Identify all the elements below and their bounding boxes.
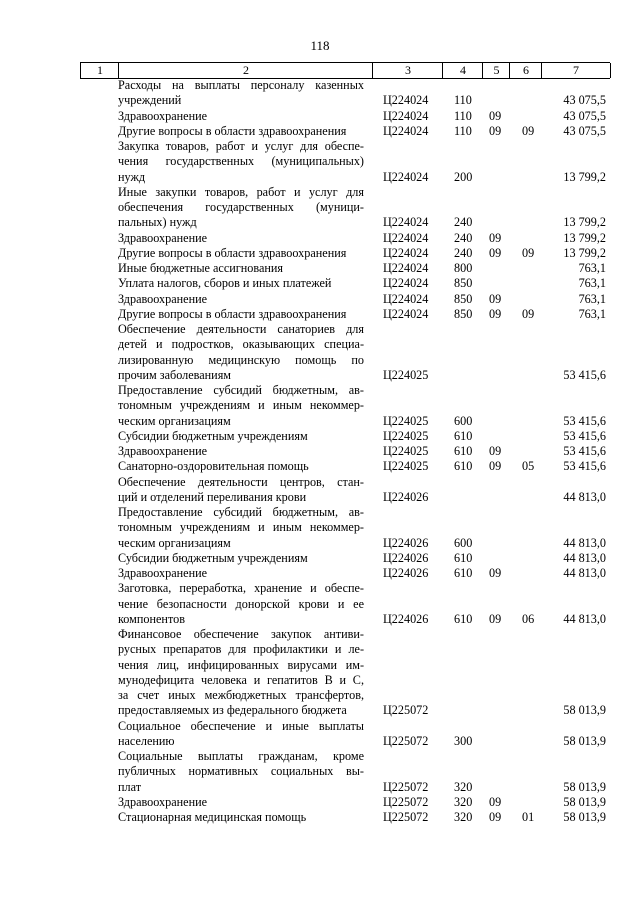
target-code: Ц225072 — [383, 779, 429, 794]
subsection-code: 05 — [522, 459, 535, 474]
table-row — [80, 78, 610, 109]
amount: 53 415,6 — [563, 444, 606, 458]
description-line: Здравоохранение — [118, 108, 208, 123]
target-code: Ц224026 — [383, 566, 429, 580]
amount: 763,1 — [578, 291, 606, 306]
description-line: ческим организациям — [118, 413, 231, 428]
row-description — [118, 261, 364, 276]
description-line: плат — [118, 779, 142, 794]
row-description — [118, 246, 364, 261]
amount: 58 013,9 — [563, 794, 606, 809]
description-line: чение безопасности донорской крови и ее — [118, 596, 364, 611]
description-line: прочим заболеваниям — [118, 367, 232, 382]
target-code: Ц224024 — [383, 261, 429, 275]
row-description — [118, 292, 364, 307]
target-code: Ц224024 — [383, 93, 429, 108]
table-row — [80, 261, 610, 276]
row-description — [118, 185, 364, 231]
row-description — [118, 475, 364, 506]
subsection-code: 09 — [522, 306, 535, 321]
amount: 13 799,2 — [563, 245, 606, 260]
description-line: чения государственных (муниципальных) — [118, 154, 364, 169]
description-line: публичных нормативных социальных вы- — [118, 764, 364, 779]
table-row — [80, 459, 610, 474]
expense-type: 610 — [454, 566, 473, 580]
description-line: населению — [118, 733, 175, 748]
header-col-1: 1 — [80, 63, 119, 78]
expense-type: 610 — [454, 550, 473, 565]
amount: 58 013,9 — [563, 733, 606, 748]
section-code: 09 — [489, 444, 502, 458]
description-line: Стационарная медицинская помощь — [118, 810, 307, 824]
description-line: предоставляемых из федерального бюджета — [118, 703, 347, 718]
amount: 13 799,2 — [563, 169, 606, 184]
section-code: 09 — [489, 123, 502, 138]
section-code: 09 — [489, 566, 502, 580]
table-row — [80, 231, 610, 246]
target-code: Ц224026 — [383, 550, 429, 565]
amount: 43 075,5 — [563, 93, 606, 108]
expense-type: 850 — [454, 306, 473, 321]
target-code: Ц224024 — [383, 215, 429, 230]
target-code: Ц225072 — [383, 703, 429, 718]
amount: 763,1 — [578, 306, 606, 321]
section-code: 09 — [489, 306, 502, 321]
subsection-code: 09 — [522, 245, 535, 260]
description-line: ций и отделений переливания крови — [118, 489, 307, 504]
expense-type: 800 — [454, 261, 473, 275]
row-description — [118, 78, 364, 109]
expense-type: 240 — [454, 215, 473, 230]
description-line: Здравоохранение — [118, 444, 208, 458]
target-code: Ц224026 — [383, 535, 429, 550]
row-description — [118, 719, 364, 750]
section-code: 09 — [489, 794, 502, 809]
row-description — [118, 322, 364, 383]
description-line: Субсидии бюджетным учреждениям — [118, 428, 308, 443]
description-line: мунодефицита человека и гепатитов В и С, — [118, 672, 364, 687]
row-description — [118, 581, 364, 627]
expense-type: 110 — [454, 123, 472, 138]
description-line: Здравоохранение — [118, 291, 208, 306]
description-line: Обеспечение деятельности санаториев для — [118, 322, 364, 336]
target-code: Ц224024 — [383, 230, 429, 245]
table-row — [80, 551, 610, 566]
description-line: Другие вопросы в области здравоохранения — [118, 245, 347, 260]
description-line: нужд — [118, 169, 146, 184]
row-description — [118, 749, 364, 795]
description-line: Здравоохранение — [118, 794, 208, 809]
amount: 763,1 — [578, 276, 606, 291]
header-col-7: 7 — [541, 63, 611, 78]
description-line: русных препаратов для профилактики и ле- — [118, 642, 364, 657]
description-line: Обеспечение деятельности центров, стан- — [118, 474, 364, 489]
row-description — [118, 627, 364, 719]
table-row — [80, 139, 610, 185]
table-row — [80, 719, 610, 750]
table-row — [80, 322, 610, 383]
description-line: Финансовое обеспечение закупок антиви- — [118, 627, 364, 641]
description-line: Предоставление субсидий бюджетным, ав- — [118, 505, 364, 519]
expense-type: 240 — [454, 230, 473, 245]
table-row — [80, 383, 610, 429]
description-line: чения лиц, инфицированных вирусами им- — [118, 657, 364, 672]
description-line: тономным учреждениям и иным некоммер- — [118, 520, 364, 535]
description-line: компонентов — [118, 611, 185, 626]
target-code: Ц224024 — [383, 123, 429, 138]
row-description — [118, 459, 364, 474]
row-description — [118, 276, 364, 291]
expense-type: 240 — [454, 245, 473, 260]
target-code: Ц224024 — [383, 276, 429, 291]
target-code: Ц225072 — [383, 794, 429, 809]
target-code: Ц224024 — [383, 169, 429, 184]
amount: 44 813,0 — [563, 489, 606, 504]
expense-type: 320 — [454, 779, 473, 794]
expense-type: 110 — [454, 93, 472, 108]
target-code: Ц224025 — [383, 444, 429, 458]
amount: 44 813,0 — [563, 611, 606, 626]
target-code: Ц224025 — [383, 428, 429, 443]
header-col-3: 3 — [372, 63, 443, 78]
section-code: 09 — [489, 611, 502, 626]
expense-type: 610 — [454, 611, 473, 626]
table-row — [80, 276, 610, 291]
description-line: Здравоохранение — [118, 566, 208, 580]
table-row — [80, 185, 610, 231]
description-line: Заготовка, переработка, хранение и обеспе- — [118, 581, 364, 596]
description-line: Другие вопросы в области здравоохранения — [118, 306, 347, 321]
description-line: Расходы на выплаты персоналу казенных — [118, 78, 364, 92]
table-row — [80, 292, 610, 307]
amount: 43 075,5 — [563, 123, 606, 138]
row-description — [118, 383, 364, 429]
expense-type: 600 — [454, 413, 473, 428]
description-line: Здравоохранение — [118, 230, 208, 245]
amount: 53 415,6 — [563, 428, 606, 443]
table-row — [80, 429, 610, 444]
target-code: Ц224026 — [383, 489, 429, 504]
subsection-code: 01 — [522, 810, 535, 824]
description-line: ческим организациям — [118, 535, 231, 550]
description-line: Санаторно-оздоровительная помощь — [118, 459, 309, 474]
expense-type: 610 — [454, 444, 473, 458]
section-code: 09 — [489, 108, 502, 123]
table-row — [80, 810, 610, 825]
description-line: тономным учреждениям и иным некоммер- — [118, 398, 364, 413]
row-description — [118, 810, 364, 825]
description-line: Иные закупки товаров, работ и услуг для — [118, 184, 364, 199]
target-code: Ц224024 — [383, 291, 429, 306]
section-code: 09 — [489, 245, 502, 260]
page-number: 118 — [310, 38, 330, 53]
target-code: Ц224026 — [383, 611, 429, 626]
target-code: Ц224025 — [383, 459, 429, 474]
target-code: Ц225072 — [383, 733, 429, 748]
table-row — [80, 109, 610, 124]
table-row — [80, 566, 610, 581]
expense-type: 320 — [454, 810, 473, 824]
description-line: лизированную медицинскую помощь по — [118, 352, 364, 367]
expense-type: 320 — [454, 794, 473, 809]
subsection-code: 06 — [522, 611, 535, 626]
amount: 53 415,6 — [563, 367, 606, 382]
table-row — [80, 246, 610, 261]
row-description — [118, 444, 364, 459]
amount: 44 813,0 — [563, 550, 606, 565]
row-description — [118, 551, 364, 566]
header-col-4: 4 — [442, 63, 483, 78]
amount: 13 799,2 — [563, 215, 606, 230]
target-code: Ц224025 — [383, 367, 429, 382]
section-code: 09 — [489, 459, 502, 474]
target-code: Ц224024 — [383, 306, 429, 321]
row-description — [118, 124, 364, 139]
expense-type: 600 — [454, 535, 473, 550]
description-line: обеспечения государственных (муници- — [118, 200, 364, 214]
amount: 53 415,6 — [563, 459, 606, 474]
target-code: Ц224024 — [383, 108, 429, 123]
description-line: Субсидии бюджетным учреждениям — [118, 550, 308, 565]
description-line: Закупка товаров, работ и услуг для обеспе- — [118, 139, 364, 153]
description-line: Другие вопросы в области здравоохранения — [118, 123, 347, 138]
expense-type: 610 — [454, 459, 473, 474]
expense-type: 850 — [454, 276, 473, 291]
expense-type: 850 — [454, 291, 473, 306]
table-row — [80, 307, 610, 322]
amount: 58 013,9 — [563, 703, 606, 718]
table-row — [80, 505, 610, 551]
row-description — [118, 231, 364, 246]
description-line: Иные бюджетные ассигнования — [118, 261, 284, 275]
row-description — [118, 139, 364, 185]
section-code: 09 — [489, 230, 502, 245]
row-description — [118, 795, 364, 810]
description-line: за счет иных межбюджетных трансфертов, — [118, 688, 364, 702]
table-row — [80, 581, 610, 627]
row-description — [118, 566, 364, 581]
amount: 44 813,0 — [563, 535, 606, 550]
table-row — [80, 627, 610, 719]
expense-type: 300 — [454, 733, 473, 748]
amount: 58 013,9 — [563, 779, 606, 794]
amount: 44 813,0 — [563, 566, 606, 580]
header-col-5: 5 — [482, 63, 510, 78]
table-row — [80, 475, 610, 506]
description-line: Социальное обеспечение и иные выплаты — [118, 718, 364, 733]
description-line: Уплата налогов, сборов и иных платежей — [118, 276, 332, 291]
target-code: Ц224025 — [383, 413, 429, 428]
table-row — [80, 444, 610, 459]
amount: 43 075,5 — [563, 108, 606, 123]
table-row — [80, 749, 610, 795]
header-col-2: 2 — [118, 63, 373, 78]
header-col-6: 6 — [509, 63, 542, 78]
section-code: 09 — [489, 810, 502, 824]
target-code: Ц225072 — [383, 810, 429, 824]
amount: 58 013,9 — [563, 810, 606, 824]
description-line: детей и подростков, оказывающих специа- — [118, 337, 364, 352]
row-description — [118, 505, 364, 551]
row-description — [118, 429, 364, 444]
amount: 763,1 — [578, 261, 606, 275]
table-body — [80, 78, 610, 825]
table-row — [80, 124, 610, 139]
row-description — [118, 307, 364, 322]
table-row — [80, 795, 610, 810]
description-line: пальных) нужд — [118, 215, 197, 230]
subsection-code: 09 — [522, 123, 535, 138]
amount: 53 415,6 — [563, 413, 606, 428]
expense-type: 610 — [454, 428, 473, 443]
description-line: учреждений — [118, 93, 182, 108]
description-line: Предоставление субсидий бюджетным, ав- — [118, 383, 364, 397]
expense-type: 110 — [454, 108, 472, 123]
section-code: 09 — [489, 291, 502, 306]
table-header — [80, 62, 610, 79]
row-description — [118, 109, 364, 124]
target-code: Ц224024 — [383, 245, 429, 260]
amount: 13 799,2 — [563, 230, 606, 245]
expense-type: 200 — [454, 169, 473, 184]
description-line: Социальные выплаты гражданам, кроме — [118, 749, 364, 763]
